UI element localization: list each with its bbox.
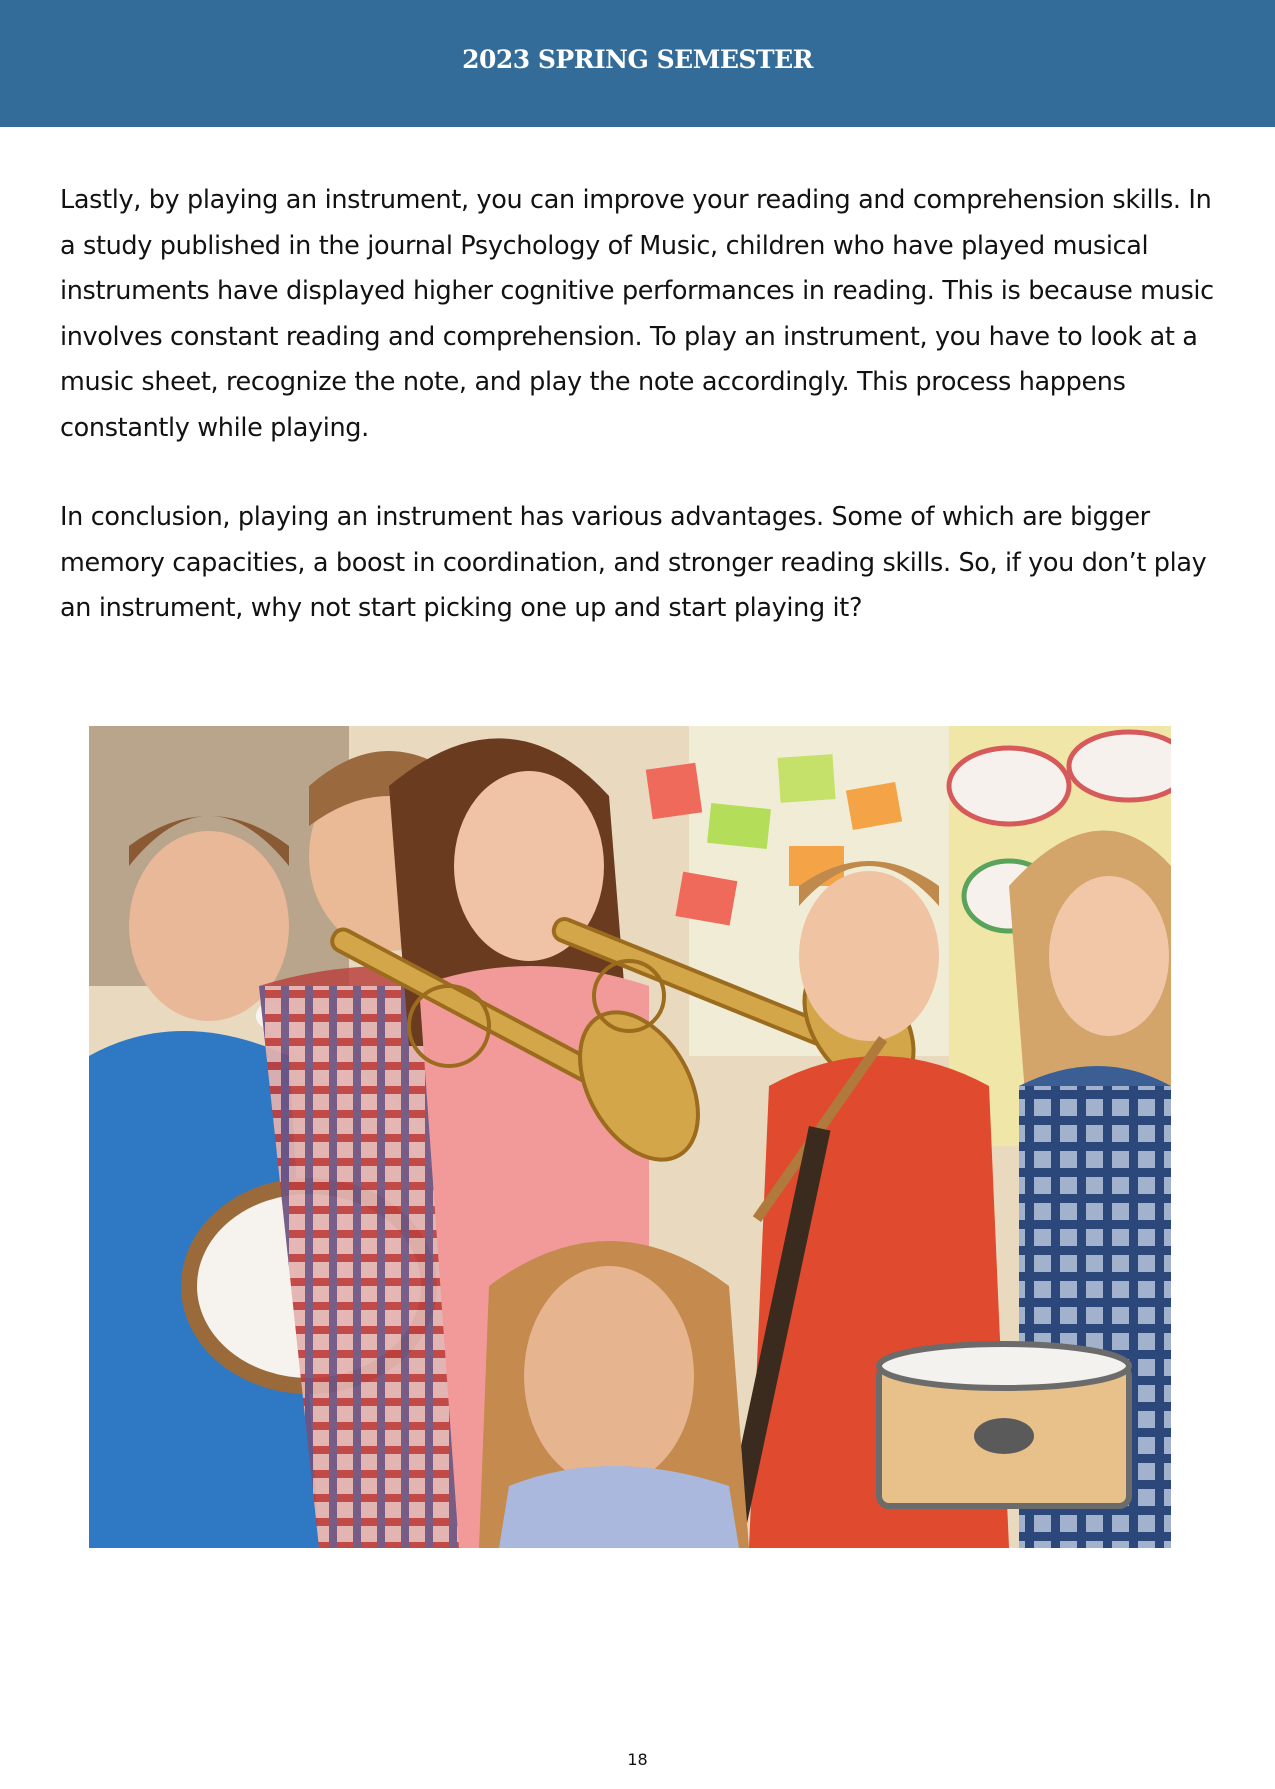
paragraph-conclusion: In conclusion, playing an instrument has various advantages. Some of which are bigger memory capacities, a boost in coordination, and stronger reading skills. So, if you don’t play an instrument, why not start picking one up and start playing it? (60, 502, 1207, 623)
page-number: 18 (627, 1750, 648, 1769)
header-title: 2023 SPRING SEMESTER (462, 45, 813, 74)
children-band-photo (89, 726, 1171, 1548)
page-header (0, 0, 1275, 127)
paragraph-reading-skills: Lastly, by playing an instrument, you can improve your reading and comprehension skills. In a study published in the journal Psychology of Music, children who have played musical instruments have displayed higher cognitive performances in reading. This is because music involves constant reading and comprehension. To play an instrument, you have to look at a music sheet, recognize the note, and play the note accordingly. This process happens constantly while playing. (60, 185, 1214, 443)
